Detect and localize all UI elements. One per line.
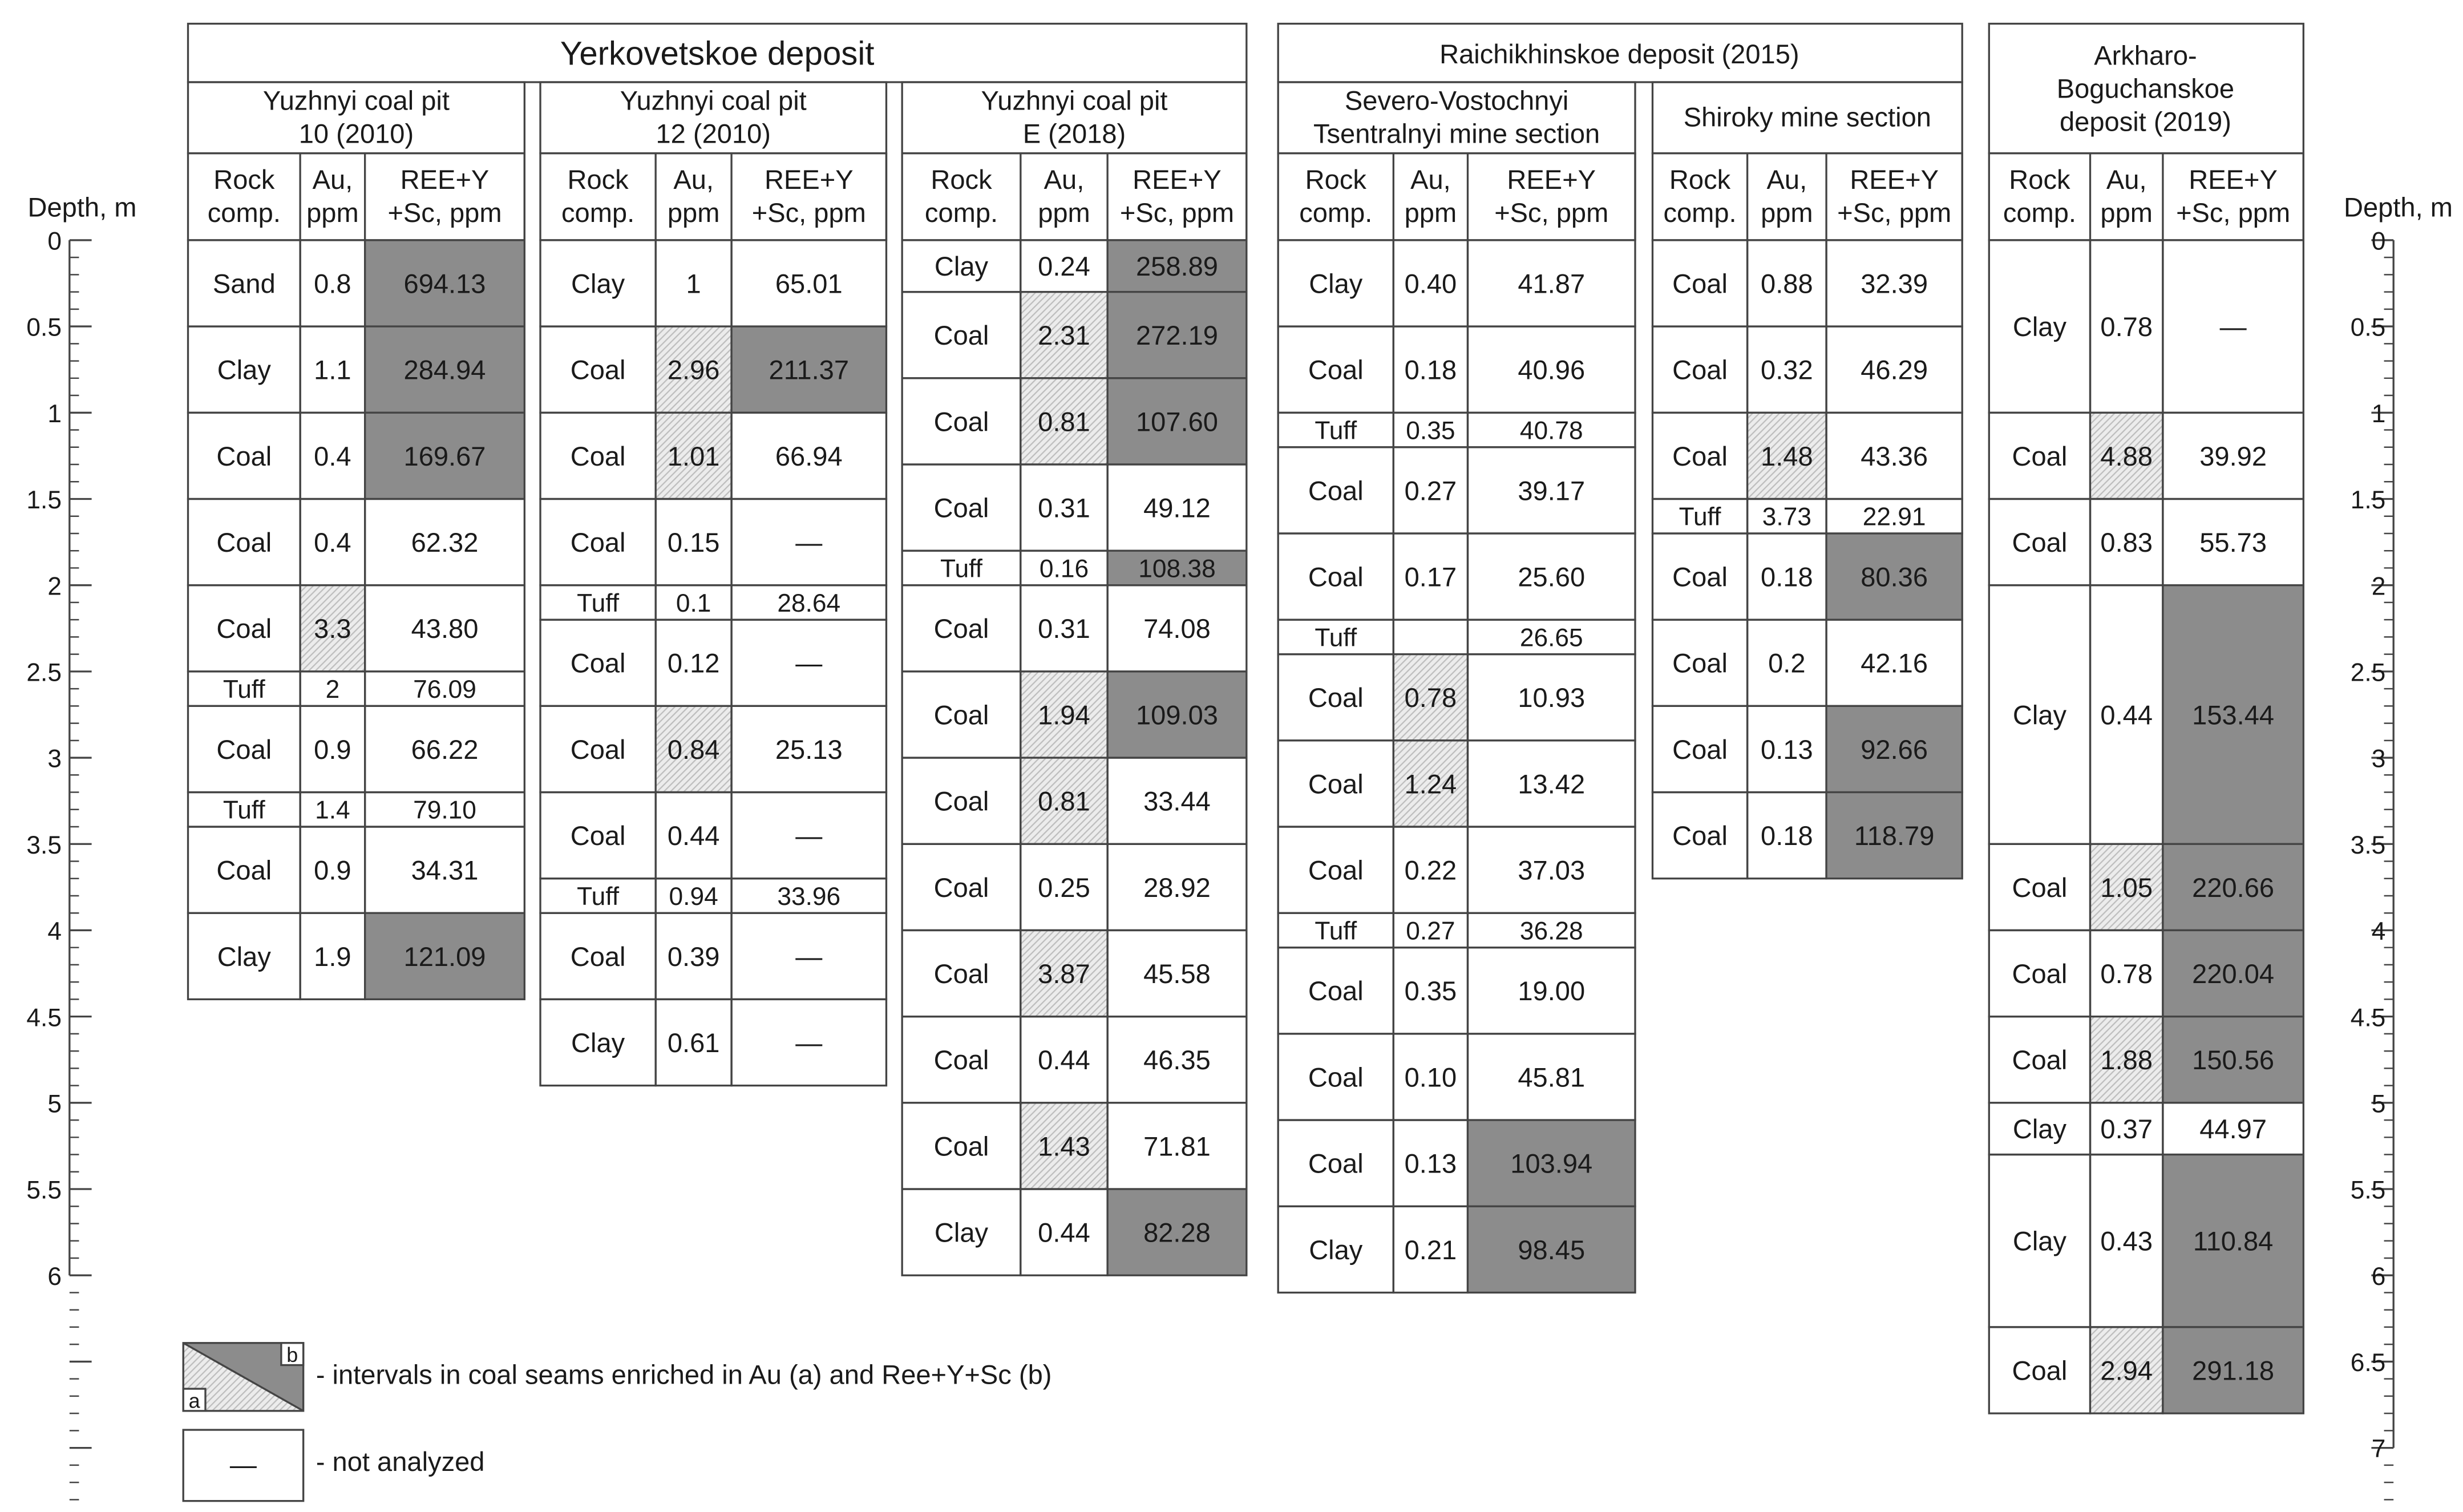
ree-column-header: REE+Y +Sc, ppm (2176, 164, 2291, 228)
rock-type-label: Clay (571, 268, 625, 299)
ree-value: 45.58 (1143, 958, 1211, 989)
depth-tick-label: 5.5 (26, 1176, 62, 1204)
ree-value: 110.84 (2193, 1226, 2274, 1256)
section-title: Yuzhnyi coal pit E (2018) (981, 85, 1168, 149)
depth-tick-label: 3.5 (2350, 831, 2386, 859)
au-value: 0.81 (1038, 786, 1090, 816)
not-analyzed-dash: — (795, 941, 823, 972)
au-value: 1.1 (314, 354, 351, 385)
au-value: 0.18 (1404, 354, 1457, 385)
ree-value: 291.18 (2192, 1355, 2275, 1386)
depth-tick-label: 2 (2371, 572, 2386, 601)
rock-type-label: Tuff (940, 555, 982, 583)
ree-column-header: REE+Y +Sc, ppm (751, 164, 866, 228)
rock-type-label: Coal (216, 527, 272, 558)
rock-type-label: Coal (1672, 648, 1728, 678)
legend-label-b: b (286, 1343, 298, 1367)
au-value: 0.39 (667, 941, 720, 972)
rock-type-label: Clay (217, 941, 271, 972)
ree-value: 45.81 (1518, 1062, 1586, 1093)
au-value: 0.8 (314, 268, 351, 299)
rock-type-label: Coal (1672, 440, 1728, 471)
au-value: 0.10 (1404, 1062, 1457, 1093)
rock-column-header: Rock comp. (924, 164, 998, 228)
rock-type-label: Coal (570, 734, 626, 765)
ree-value: 10.93 (1518, 682, 1586, 713)
rock-type-label: Coal (2012, 1355, 2068, 1386)
ree-value: 33.44 (1143, 786, 1211, 816)
not-analyzed-dash: — (795, 820, 823, 851)
au-column-header: Au, ppm (306, 164, 359, 228)
rock-type-label: Coal (1308, 475, 1364, 506)
au-value: 0.78 (2100, 312, 2153, 342)
rock-column-header: Rock comp. (207, 164, 281, 228)
legend-label-a: a (188, 1389, 200, 1413)
ree-value: 694.13 (403, 268, 486, 299)
not-analyzed-dash: — (795, 527, 823, 558)
ree-value: 36.28 (1519, 917, 1583, 945)
au-value: 0.12 (667, 648, 720, 678)
au-value: 0.61 (667, 1027, 720, 1058)
ree-value: 220.04 (2192, 958, 2275, 989)
au-value: 2.31 (1038, 320, 1090, 351)
section-title: Yuzhnyi coal pit 10 (2010) (262, 85, 450, 149)
rock-type-label: Coal (216, 440, 272, 471)
ree-value: 26.65 (1519, 624, 1583, 652)
ree-value: 66.94 (775, 440, 843, 471)
au-value: 0.22 (1404, 855, 1457, 886)
ree-value: 107.60 (1136, 406, 1218, 437)
ree-value: 25.13 (775, 734, 843, 765)
rock-type-label: Coal (1672, 561, 1728, 592)
depth-tick-label: 6.5 (2350, 1349, 2386, 1377)
legend-not-analyzed-text: - not analyzed (316, 1446, 485, 1477)
rock-type-label: Coal (1308, 354, 1364, 385)
rock-column-header: Rock comp. (2003, 164, 2076, 228)
rock-type-label: Tuff (223, 796, 265, 824)
rock-type-label: Coal (1308, 855, 1364, 886)
rock-type-label: Coal (570, 820, 626, 851)
depth-tick-label: 4.5 (26, 1004, 62, 1032)
depth-tick-label: 6 (47, 1262, 62, 1291)
au-value: 0.84 (667, 734, 720, 765)
ree-value: 92.66 (1861, 734, 1928, 765)
au-value: 3.3 (314, 613, 351, 644)
rock-type-label: Clay (934, 1217, 989, 1248)
legend-dash: — (229, 1449, 257, 1480)
rock-type-label: Coal (933, 613, 989, 644)
au-value: 1.24 (1404, 769, 1457, 799)
ree-value: 43.36 (1861, 440, 1928, 471)
rock-type-label: Coal (933, 958, 989, 989)
au-value: 0.78 (2100, 958, 2153, 989)
au-value: 0.18 (1761, 820, 1813, 851)
ree-value: 220.66 (2192, 872, 2275, 903)
depth-axis-label: Depth, m (27, 192, 137, 223)
au-value: 3.73 (1762, 503, 1811, 531)
rock-type-label: Coal (933, 1131, 989, 1162)
ree-value: 211.37 (769, 354, 850, 385)
depth-tick-label: 7 (2371, 1435, 2386, 1464)
ree-value: 71.81 (1143, 1131, 1211, 1162)
ree-value: 121.09 (403, 941, 486, 972)
rock-type-label: Clay (934, 251, 989, 282)
ree-value: 34.31 (411, 855, 479, 886)
ree-value: 258.89 (1136, 251, 1218, 282)
ree-value: 41.87 (1518, 268, 1586, 299)
depth-tick-label: 1.5 (26, 486, 62, 515)
ree-value: 49.12 (1143, 492, 1211, 523)
ree-value: 150.56 (2192, 1045, 2275, 1076)
au-value: 0.24 (1038, 251, 1090, 282)
rock-type-label: Clay (571, 1027, 625, 1058)
depth-tick-label: 5 (47, 1090, 62, 1118)
au-value: 0.18 (1761, 561, 1813, 592)
ree-column-header: REE+Y +Sc, ppm (387, 164, 502, 228)
depth-tick-label: 6 (2371, 1262, 2386, 1291)
rock-type-label: Coal (1308, 1148, 1364, 1179)
rock-type-label: Clay (1309, 268, 1363, 299)
au-value: 0.37 (2100, 1114, 2153, 1145)
rock-type-label: Clay (1309, 1234, 1363, 1265)
au-value: 0.1 (676, 589, 711, 617)
au-value: 4.88 (2100, 440, 2153, 471)
au-value: 0.94 (669, 882, 718, 911)
depth-tick-label: 0 (2371, 227, 2386, 256)
au-value: 1.9 (314, 941, 351, 972)
depth-tick-label: 4.5 (2350, 1004, 2386, 1032)
ree-value: 46.29 (1861, 354, 1928, 385)
au-value: 1.88 (2100, 1045, 2153, 1076)
ree-value: 55.73 (2199, 527, 2267, 558)
ree-value: 40.78 (1519, 417, 1583, 445)
rock-type-label: Tuff (1315, 417, 1357, 445)
rock-type-label: Coal (933, 872, 989, 903)
au-value: 0.4 (314, 440, 351, 471)
rock-type-label: Coal (2012, 958, 2068, 989)
ree-value: 40.96 (1518, 354, 1586, 385)
au-value: 0.81 (1038, 406, 1090, 437)
rock-type-label: Coal (933, 786, 989, 816)
rock-column-header: Rock comp. (1663, 164, 1737, 228)
au-column-header: Au, ppm (1761, 164, 1813, 228)
au-value: 0.31 (1038, 613, 1090, 644)
not-analyzed-dash: — (795, 1027, 823, 1058)
au-value: 0.27 (1406, 917, 1455, 945)
ree-value: 109.03 (1136, 700, 1218, 730)
ree-value: 153.44 (2192, 700, 2275, 730)
rock-type-label: Coal (933, 320, 989, 351)
ree-value: 82.28 (1143, 1217, 1211, 1248)
depth-tick-label: 4 (2371, 917, 2386, 946)
ree-value: 44.97 (2199, 1114, 2267, 1145)
deposit-title: Raichikhinskoe deposit (2015) (1439, 38, 1799, 69)
depth-tick-label: 3 (2371, 745, 2386, 773)
section-title: Shiroky mine section (1683, 102, 1931, 132)
depth-tick-label: 1 (2371, 399, 2386, 428)
ree-value: 65.01 (775, 268, 843, 299)
rock-type-label: Coal (570, 354, 626, 385)
rock-type-label: Coal (570, 648, 626, 678)
au-value: 0.78 (1404, 682, 1457, 713)
ree-value: 79.10 (413, 796, 476, 824)
depth-tick-label: 1.5 (2350, 486, 2386, 515)
rock-type-label: Tuff (577, 589, 620, 617)
au-value: 1.94 (1038, 700, 1090, 730)
rock-type-label: Coal (2012, 1045, 2068, 1076)
au-value: 0.2 (1768, 648, 1806, 678)
section-title: Severo-Vostochnyi Tsentralnyi mine section (1313, 85, 1600, 149)
rock-type-label: Tuff (1679, 503, 1721, 531)
rock-type-label: Coal (570, 527, 626, 558)
ree-column-header: REE+Y +Sc, ppm (1837, 164, 1952, 228)
deposit-title: Yerkovetskoe deposit (560, 35, 875, 72)
rock-column-header: Rock comp. (561, 164, 635, 228)
rock-type-label: Coal (1308, 682, 1364, 713)
rock-type-label: Clay (2012, 312, 2066, 342)
not-analyzed-dash: — (2219, 312, 2247, 342)
rock-type-label: Clay (2012, 1226, 2066, 1256)
rock-type-label: Coal (2012, 527, 2068, 558)
au-value: 0.4 (314, 527, 351, 558)
not-analyzed-dash: — (795, 648, 823, 678)
au-value: 1.01 (667, 440, 720, 471)
au-value: 0.15 (667, 527, 720, 558)
au-value: 0.27 (1404, 475, 1457, 506)
au-value: 0.17 (1404, 561, 1457, 592)
au-value: 0.83 (2100, 527, 2153, 558)
rock-type-label: Coal (1672, 354, 1728, 385)
ree-value: 74.08 (1143, 613, 1211, 644)
depth-tick-label: 2.5 (26, 658, 62, 687)
au-value: 0.44 (1038, 1045, 1090, 1076)
rock-type-label: Coal (1672, 820, 1728, 851)
au-value: 2.94 (2100, 1355, 2153, 1386)
ree-value: 76.09 (413, 676, 476, 704)
ree-value: 39.92 (2199, 440, 2267, 471)
rock-type-label: Coal (216, 613, 272, 644)
au-value: 0.35 (1404, 976, 1457, 1006)
rock-type-label: Coal (2012, 872, 2068, 903)
au-cell (1393, 620, 1467, 654)
rock-type-label: Tuff (1315, 624, 1357, 652)
rock-type-label: Coal (1672, 734, 1728, 765)
au-value: 0.88 (1761, 268, 1813, 299)
rock-type-label: Tuff (577, 882, 620, 911)
rock-column-header: Rock comp. (1299, 164, 1373, 228)
ree-value: 169.67 (403, 440, 486, 471)
au-value: 0.44 (667, 820, 720, 851)
rock-type-label: Coal (216, 855, 272, 886)
rock-type-label: Coal (1308, 976, 1364, 1006)
rock-type-label: Coal (216, 734, 272, 765)
rock-type-label: Coal (1308, 1062, 1364, 1093)
au-value: 1 (686, 268, 701, 299)
rock-type-label: Coal (570, 440, 626, 471)
ree-value: 22.91 (1862, 503, 1926, 531)
depth-tick-label: 5 (2371, 1090, 2386, 1118)
legend-enriched-text: - intervals in coal seams enriched in Au (a) and Ree+Y+Sc (b) (316, 1359, 1052, 1390)
au-column-header: Au, ppm (1404, 164, 1457, 228)
au-value: 3.87 (1038, 958, 1090, 989)
au-column-header: Au, ppm (667, 164, 720, 228)
depth-tick-label: 2.5 (2350, 658, 2386, 687)
ree-value: 108.38 (1138, 555, 1216, 583)
rock-type-label: Coal (933, 406, 989, 437)
ree-value: 28.92 (1143, 872, 1211, 903)
depth-tick-label: 3.5 (26, 831, 62, 859)
ree-value: 118.79 (1854, 820, 1935, 851)
ree-value: 46.35 (1143, 1045, 1211, 1076)
rock-type-label: Coal (570, 941, 626, 972)
au-value: 0.40 (1404, 268, 1457, 299)
au-value: 0.9 (314, 855, 351, 886)
au-value: 0.44 (2100, 700, 2153, 730)
au-value: 0.21 (1404, 1234, 1457, 1265)
depth-tick-label: 2 (47, 572, 62, 601)
depth-tick-label: 5.5 (2350, 1176, 2386, 1204)
ree-value: 25.60 (1518, 561, 1586, 592)
au-value: 0.32 (1761, 354, 1813, 385)
depth-tick-label: 1 (47, 399, 62, 428)
depth-tick-label: 4 (47, 917, 62, 946)
rock-type-label: Coal (1308, 561, 1364, 592)
ree-value: 42.16 (1861, 648, 1928, 678)
au-value: 0.9 (314, 734, 351, 765)
ree-value: 66.22 (411, 734, 479, 765)
section-title: Yuzhnyi coal pit 12 (2010) (620, 85, 807, 149)
au-value: 1.48 (1761, 440, 1813, 471)
rock-type-label: Tuff (1315, 917, 1357, 945)
depth-tick-label: 0.5 (2350, 313, 2386, 342)
au-value: 0.43 (2100, 1226, 2153, 1256)
ree-value: 39.17 (1518, 475, 1586, 506)
ree-column-header: REE+Y +Sc, ppm (1494, 164, 1609, 228)
rock-type-label: Clay (2012, 1114, 2066, 1145)
au-value: 1.4 (315, 796, 350, 824)
rock-type-label: Coal (1308, 769, 1364, 799)
ree-value: 272.19 (1136, 320, 1218, 351)
ree-value: 62.32 (411, 527, 479, 558)
ree-column-header: REE+Y +Sc, ppm (1119, 164, 1235, 228)
ree-value: 103.94 (1510, 1148, 1593, 1179)
ree-value: 98.45 (1518, 1234, 1586, 1265)
au-value: 0.44 (1038, 1217, 1090, 1248)
rock-type-label: Coal (933, 700, 989, 730)
au-value: 1.43 (1038, 1131, 1090, 1162)
au-value: 2 (325, 676, 340, 704)
ree-value: 19.00 (1518, 976, 1586, 1006)
au-column-header: Au, ppm (2100, 164, 2153, 228)
depth-axis-label: Depth, m (2344, 192, 2453, 223)
ree-value: 37.03 (1518, 855, 1586, 886)
ree-value: 33.96 (777, 882, 841, 911)
depth-tick-label: 3 (47, 745, 62, 773)
rock-type-label: Clay (2012, 700, 2066, 730)
rock-type-label: Coal (933, 492, 989, 523)
ree-value: 284.94 (403, 354, 486, 385)
rock-type-label: Tuff (223, 676, 265, 704)
au-value: 0.25 (1038, 872, 1090, 903)
au-value: 0.16 (1039, 555, 1089, 583)
rock-type-label: Coal (1672, 268, 1728, 299)
au-value: 0.13 (1404, 1148, 1457, 1179)
deposit-title: Arkharo-Boguchanskoe deposit (2019) (2056, 40, 2235, 137)
rock-type-label: Coal (933, 1045, 989, 1076)
depth-tick-label: 0.5 (26, 313, 62, 342)
au-value: 0.13 (1761, 734, 1813, 765)
au-column-header: Au, ppm (1038, 164, 1090, 228)
ree-value: 28.64 (777, 589, 841, 617)
ree-value: 13.42 (1518, 769, 1586, 799)
rock-type-label: Clay (217, 354, 271, 385)
au-value: 1.05 (2100, 872, 2153, 903)
ree-value: 80.36 (1861, 561, 1928, 592)
au-value: 0.31 (1038, 492, 1090, 523)
rock-type-label: Coal (2012, 440, 2068, 471)
au-value: 0.35 (1406, 417, 1455, 445)
depth-tick-label: 0 (47, 227, 62, 256)
rock-type-label: Sand (212, 268, 276, 299)
ree-value: 43.80 (411, 613, 479, 644)
ree-value: 32.39 (1861, 268, 1928, 299)
au-value: 2.96 (667, 354, 720, 385)
